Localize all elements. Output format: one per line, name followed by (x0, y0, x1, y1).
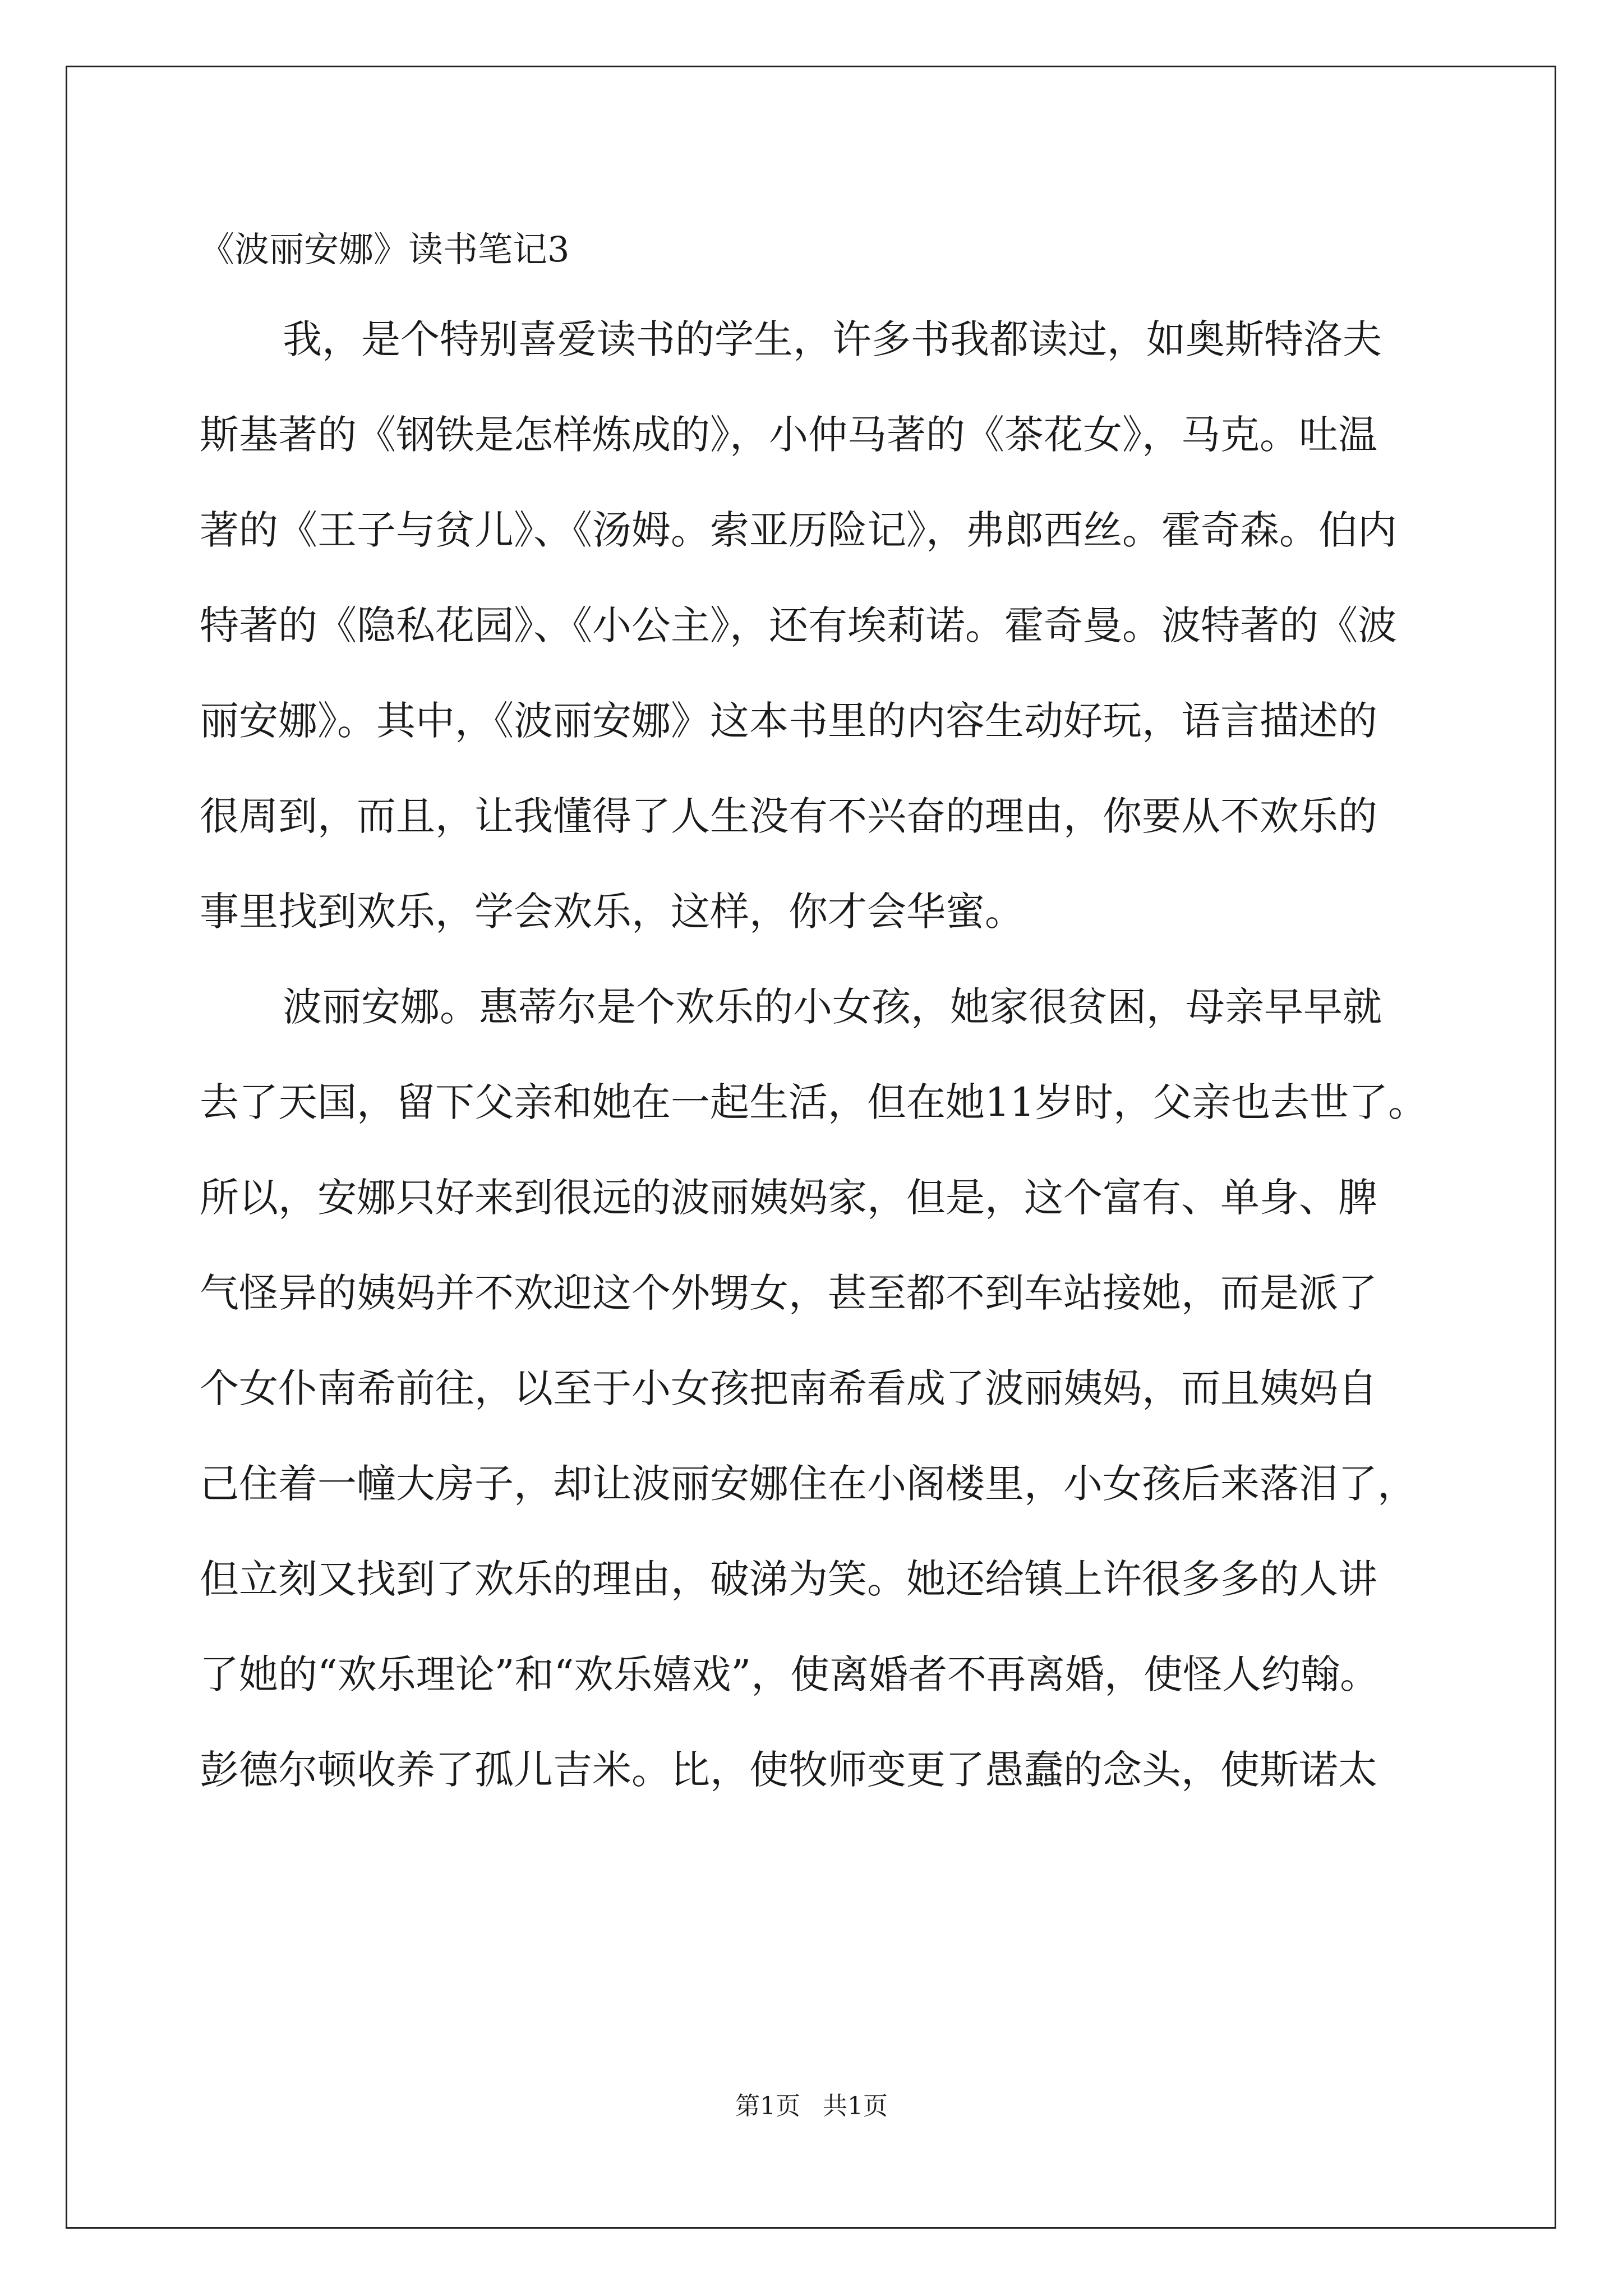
paragraph-2-line: 但立刻又找到了欢乐的理由，破涕为笑。她还给镇上许很多多的人讲 (200, 1556, 1377, 1602)
paragraph-2-line: 波丽安娜。惠蒂尔是个欢乐的小女孩，她家很贫困，母亲早早就 (283, 984, 1382, 1030)
paragraph-1-line: 特著的《隐私花园》、《小公主》，还有埃莉诺。霍奇曼。波特著的《波 (200, 602, 1397, 648)
paragraph-1-line: 著的《王子与贫儿》、《汤姆。索亚历险记》，弗郎西丝。霍奇森。伯内 (200, 507, 1397, 553)
page-footer (0, 2090, 1623, 2123)
page-number: 第1页 (735, 2092, 800, 2120)
paragraph-1-line: 丽安娜》。其中，《波丽安娜》这本书里的内容生动好玩，语言描述的 (200, 698, 1377, 744)
paragraph-1-line: 斯基著的《钢铁是怎样炼成的》，小仲马著的《茶花女》，马克。吐温 (200, 412, 1377, 458)
paragraph-2-line: 个女仆南希前往，以至于小女孩把南希看成了波丽姨妈，而且姨妈自 (200, 1365, 1377, 1411)
paragraph-2-line: 了她的“欢乐理论”和“欢乐嬉戏”，使离婚者不再离婚，使怪人约翰。 (200, 1651, 1380, 1697)
paragraph-2-line: 气怪异的姨妈并不欢迎这个外甥女，甚至都不到车站接她，而是派了 (200, 1270, 1377, 1316)
document-title: 《波丽安娜》读书笔记3 (200, 229, 570, 270)
paragraph-1-line: 很周到，而且，让我懂得了人生没有不兴奋的理由，你要从不欢乐的 (200, 793, 1377, 839)
document-body (200, 292, 1433, 1818)
paragraph-2-line: 所以，安娜只好来到很远的波丽姨妈家，但是，这个富有、单身、脾 (200, 1175, 1377, 1221)
page-total: 共1页 (823, 2092, 888, 2120)
paragraph-2-line: 彭德尔顿收养了孤儿吉米。比，使牧师变更了愚蠢的念头，使斯诺太 (200, 1747, 1377, 1793)
paragraph-1-line: 事里找到欢乐，学会欢乐，这样，你才会华蜜。 (200, 889, 1024, 935)
paragraph-2-line: 去了天国，留下父亲和她在一起生活，但在她11岁时，父亲也去世了。 (200, 1079, 1428, 1125)
paragraph-1-line: 我，是个特别喜爱读书的学生，许多书我都读过，如奥斯特洛夫 (283, 316, 1382, 362)
paragraph-2-line: 己住着一幢大房子，却让波丽安娜住在小阁楼里，小女孩后来落泪了， (200, 1461, 1417, 1507)
